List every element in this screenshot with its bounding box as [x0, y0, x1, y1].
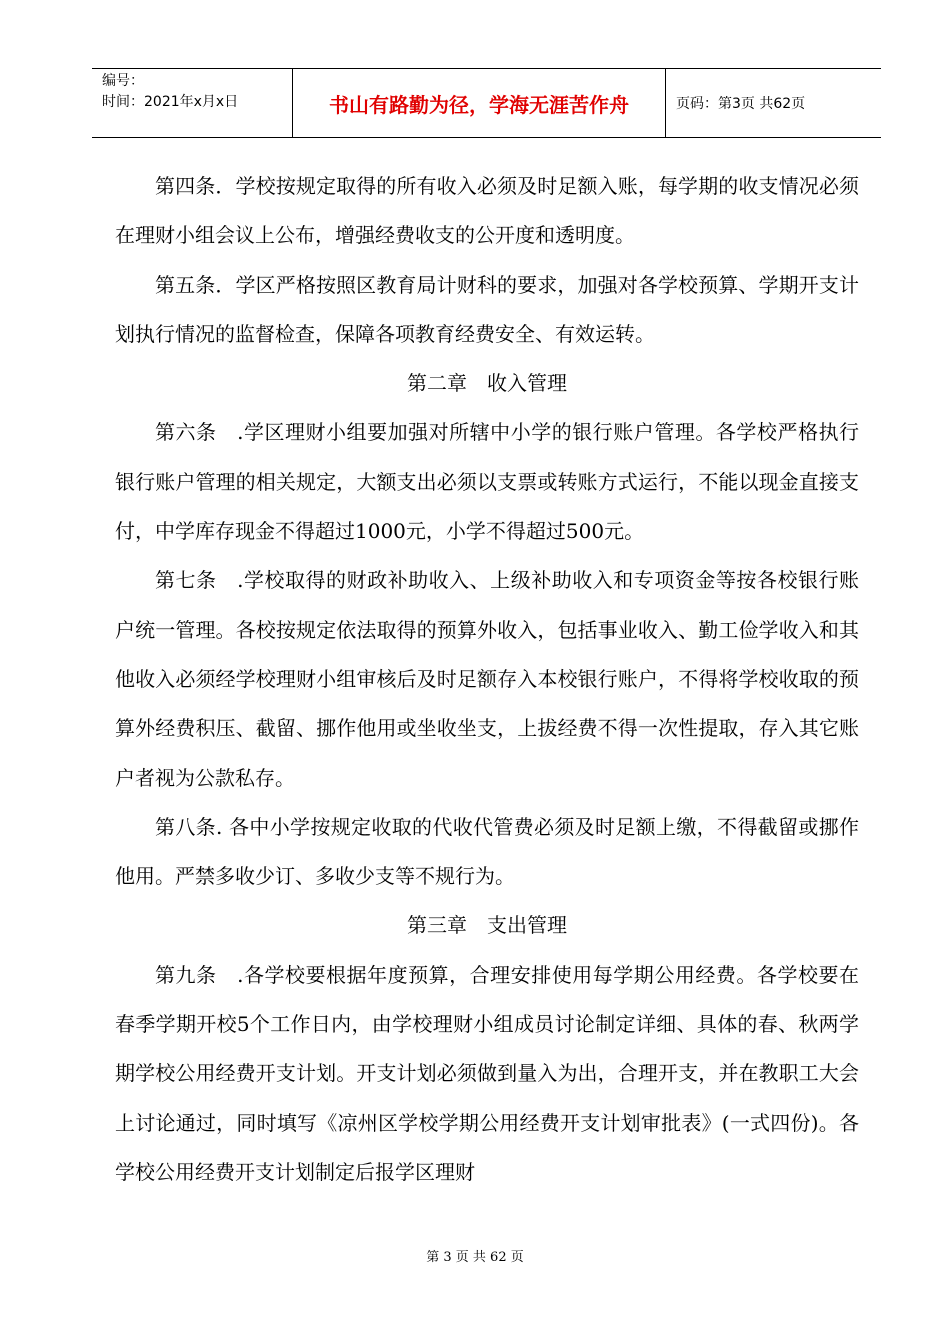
page-footer: 第 3 页 共 62 页: [426, 1250, 524, 1265]
article-8: 第八条. 各中小学按规定收取的代收代管费必须及时足额上缴，不得截留或挪作他用。严禁多收少订、多收少支等不规行为。: [115, 814, 859, 889]
chapter-2-title: 第二章 收入管理: [407, 371, 567, 396]
article-5: 第五条．学区严格按照区教育局计财科的要求，加强对各学校预算、学期开支计划执行情况的监督检查，保障各项教育经费安全、有效运转。: [115, 272, 859, 346]
header-page-info: 页码：第3页 共62页: [676, 96, 806, 112]
code-label: 编号：: [102, 73, 144, 89]
article-6: 第六条 .学区理财小组要加强对所辖中小学的银行账户管理。各学校严格执行银行账户管理的相关规定，大额支出必须以支票或转账方式运行，不能以现金直接支付，中学库存现金不得超过1000元，小学不得超过500元。: [115, 420, 859, 544]
header-motto: 书山有路勤为径，学海无涯苦作舟: [293, 69, 666, 137]
chapter-3-title: 第三章 支出管理: [407, 913, 567, 938]
article-9: 第九条 .各学校要根据年度预算，合理安排使用每学期公用经费。各学校要在春季学期开校5个工作日内，由学校理财小组成员讨论制定详细、具体的春、秋两学期学校公用经费开支计划。开支计划必须做到量入为出，合理开支，并在教职工大会上讨论通过，同时填写《凉州区学校学期公用经费开支计划审批表》(一式四份)。各学校公用经费开支计划制定后报学区理财: [115, 962, 859, 1184]
article-4: 第四条．学校按规定取得的所有收入必须及时足额入账，每学期的收支情况必须在理财小组会议上公布，增强经费收支的公开度和透明度。: [115, 174, 859, 248]
page-header: [92, 68, 881, 138]
article-7: 第七条 .学校取得的财政补助收入、上级补助收入和专项资金等按各校银行账户统一管理。各校按规定依法取得的预算外收入，包括事业收入、勤工俭学收入和其他收入必须经学校理财小组审核后及时足额存入本校银行账户，不得将学校收取的预算外经费积压、截留、挪作他用或坐收坐支，上拔经费不得一次性提取，存入其它账户者视为公款私存。: [115, 568, 859, 790]
time-label: 时间：2021年x月x日: [102, 94, 239, 110]
document-body: [115, 162, 859, 1197]
header-meta: [92, 69, 293, 137]
